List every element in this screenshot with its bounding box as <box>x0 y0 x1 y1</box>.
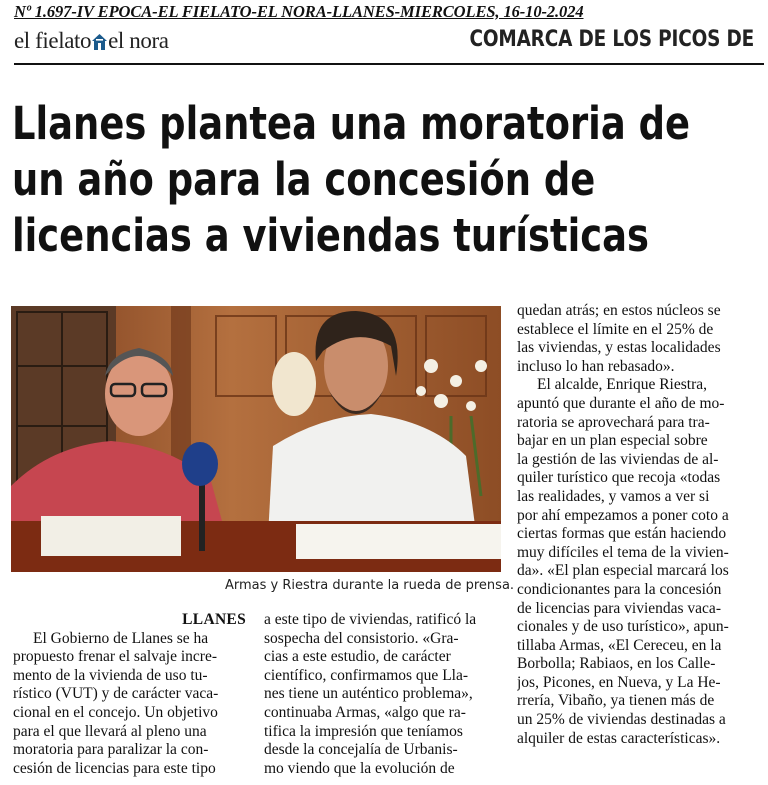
headline-line-1: Llanes plantea una moratoria de <box>12 97 691 150</box>
text-line: científico, confirmamos que Lla- <box>264 666 469 684</box>
article-column-2 <box>264 611 500 778</box>
text-line: muy difíciles el tema de la vivien- <box>517 543 729 561</box>
text-line: para el que llevará al pleno una <box>13 722 207 740</box>
section-title: COMARCA DE LOS PICOS DE <box>469 26 754 52</box>
photo-caption: Armas y Riestra durante la rueda de prensa. <box>225 578 515 593</box>
text-line: El alcalde, Enrique Riestra, <box>537 376 708 394</box>
text-line: Borbolla; Rabiaos, en los Calle- <box>517 655 716 673</box>
text-line: mo viendo que la evolución de <box>264 759 455 777</box>
text-line: ciertas formas que están haciendo <box>517 525 727 543</box>
text-line: incluso lo han rebasado». <box>517 357 675 375</box>
text-line: tifica la impresión que teníamos <box>264 722 463 740</box>
dateline: LLANES <box>182 611 246 628</box>
text-line: apuntó que durante el año de mo- <box>517 394 725 412</box>
issue-line: Nº 1.697-IV EPOCA-EL FIELATO-EL NORA-LLANES-MIERCOLES, 16-10-2.024 <box>14 2 584 21</box>
text-line: moratoria para paralizar la con- <box>13 741 209 759</box>
headline <box>12 96 750 264</box>
text-line: sospecha del consistorio. «Gra- <box>264 629 459 647</box>
text-line: quiler turístico que recoja «todas <box>517 469 721 487</box>
text-line: continuaba Armas, «algo que ra- <box>264 703 466 721</box>
headline-line-2: un año para la concesión de <box>12 153 596 206</box>
text-line: da». «El plan especial marcará los <box>517 562 729 580</box>
text-line: desde la concejalía de Urbanis- <box>264 741 458 759</box>
text-line: cesión de licencias para este tipo <box>13 759 216 777</box>
house-icon <box>92 34 107 50</box>
text-line: nes tiene un auténtico problema», <box>264 685 473 703</box>
text-line: ratoria se aprovechará para tra- <box>517 413 710 431</box>
text-line: cias a este estudio, de carácter <box>264 648 451 666</box>
text-line: propuesto frenar el salvaje incre- <box>13 648 217 666</box>
text-line: bajar en un plan especial sobre <box>517 432 708 450</box>
text-line: la gestión de las viviendas de al- <box>517 450 719 468</box>
article-column-1 <box>13 611 246 778</box>
text-line: quedan atrás; en estos núcleos se <box>517 302 721 319</box>
text-line: cional en el concejo. Un objetivo <box>13 703 218 721</box>
text-line: rrería, Vibaño, ya tienen más de <box>517 692 715 710</box>
photo-illustration <box>11 306 501 572</box>
text-line: las viviendas, y estas localidades <box>517 339 721 357</box>
text-line: alquiler de estas características». <box>517 729 721 747</box>
logo-right: el nora <box>108 28 169 53</box>
text-line: por ahí empezamos a poner coto a <box>517 506 729 524</box>
text-line: jos, Picones, en Nueva, y La He- <box>517 673 721 691</box>
press-conference-photo <box>11 306 501 572</box>
text-line: El Gobierno de Llanes se ha <box>33 629 209 647</box>
text-line: las realidades, y vamos a ver si <box>517 487 710 505</box>
text-line: de licencias para viviendas vaca- <box>517 599 721 617</box>
text-line: a este tipo de viviendas, ratificó la <box>264 611 477 628</box>
text-line: tillaba Armas, «El Cereceu, en la <box>517 636 722 654</box>
text-line: cionales y de uso turístico», apun- <box>517 618 729 636</box>
text-line: establece el límite en el 25% de <box>517 320 714 338</box>
text-line: un 25% de viviendas destinadas a <box>517 711 726 729</box>
article-column-3 <box>517 302 755 748</box>
text-line: rístico (VUT) y de carácter vaca- <box>13 685 219 703</box>
headline-line-3: licencias a viviendas turísticas <box>12 209 650 262</box>
newspaper-logo <box>14 28 169 54</box>
logo-left: el fielato <box>14 28 92 53</box>
text-line: condicionantes para la concesión <box>517 580 722 598</box>
header-rule <box>14 63 764 65</box>
text-line: mento de la vivienda de uso tu- <box>13 666 208 684</box>
